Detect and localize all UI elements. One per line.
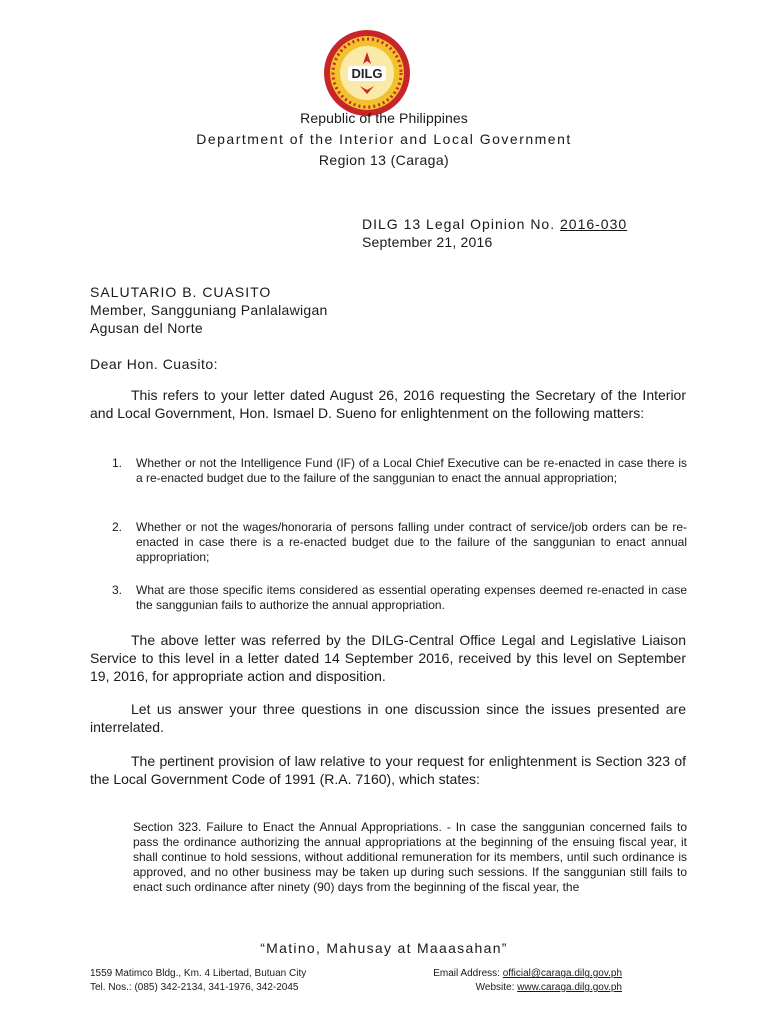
seal-text: DILG — [351, 66, 383, 81]
body-paragraph-2: The above letter was referred by the DILG-Central Office Legal and Legislative Liaison Service to this level in a letter dated 14 September 2016, received by this level on September 19, 2016, for appropriate action and disposition. — [90, 632, 686, 684]
list-item — [112, 583, 687, 613]
body-paragraph-3: Let us answer your three questions in one discussion since the issues presented are interrelated. — [90, 701, 686, 735]
list-item-number: 2. — [112, 520, 123, 534]
footer-telephone: Tel. Nos.: (085) 342-2134, 341-1976, 342-2045 — [90, 982, 299, 993]
legal-opinion-number — [362, 215, 627, 233]
list-item-text: Whether or not the wages/honoraria of persons falling under contract of service/job orders can be re-enacted in case there is a re-enacted budget due to the failure of the sanggunian to enact annual appropriation; — [136, 520, 687, 564]
body-paragraph-1: This refers to your letter dated August 26, 2016 requesting the Secretary of the Interior and Local Government, Hon. Ismael D. Sueno for enlightenment on the following matters: — [90, 387, 686, 421]
opinion-number-value: 2016-030 — [560, 216, 628, 232]
region-line: Region 13 (Caraga) — [318, 152, 450, 168]
list-item — [112, 456, 687, 486]
list-item — [112, 520, 687, 565]
email-link[interactable]: official@caraga.dilg.gov.ph — [502, 968, 622, 979]
footer-address: 1559 Matimco Bldg., Km. 4 Libertad, Butuan City — [90, 968, 307, 979]
salutation: Dear Hon. Cuasito: — [90, 356, 219, 372]
addressee-name: SALUTARIO B. CUASITO — [90, 284, 272, 300]
footer-motto: “Matino, Mahusay at Maaasahan” — [260, 940, 508, 956]
body-paragraph-4: The pertinent provision of law relative to your request for enlightenment is Section 323 of the Local Government Code of 1991 (R.A. 7160), which states: — [90, 753, 686, 787]
email-label: Email Address: — [433, 968, 503, 979]
opinion-prefix: DILG 13 Legal Opinion No. — [362, 216, 560, 232]
republic-line: Republic of the Philippines — [300, 110, 468, 126]
list-item-number: 1. — [112, 456, 123, 470]
footer-email — [433, 967, 622, 981]
website-label: Website: — [475, 982, 518, 993]
footer-website — [476, 981, 622, 995]
addressee-province: Agusan del Norte — [90, 320, 203, 336]
letter-date: September 21, 2016 — [362, 234, 493, 250]
list-item-number: 3. — [112, 583, 123, 597]
dilg-seal-logo — [322, 28, 412, 118]
website-link[interactable]: www.caraga.dilg.gov.ph — [517, 982, 622, 993]
list-item-text: Whether or not the Intelligence Fund (IF) of a Local Chief Executive can be re-enacted in case there is a re-enacted budget due to the failure of the sanggunian to enact the annual appropriation; — [136, 456, 687, 485]
department-line: Department of the Interior and Local Government — [196, 131, 572, 147]
addressee-position: Member, Sangguniang Panlalawigan — [90, 302, 328, 318]
quoted-law-section: Section 323. Failure to Enact the Annual Appropriations. - In case the sanggunian concerned fails to pass the ordinance authorizing the annual appropriations at the beginning of the ensuing fiscal year, it shall continue to hold sessions, without additional remuneration for its members, until such ordinance is approved, and no other business may be taken up during such sessions. If the sanggunian still fails to enact such ordinance after ninety (90) days from the beginning of the fiscal year, the — [133, 820, 687, 894]
list-item-text: What are those specific items considered as essential operating expenses deemed re-enacted in case the sanggunian fails to authorize the annual appropriation. — [136, 583, 687, 612]
